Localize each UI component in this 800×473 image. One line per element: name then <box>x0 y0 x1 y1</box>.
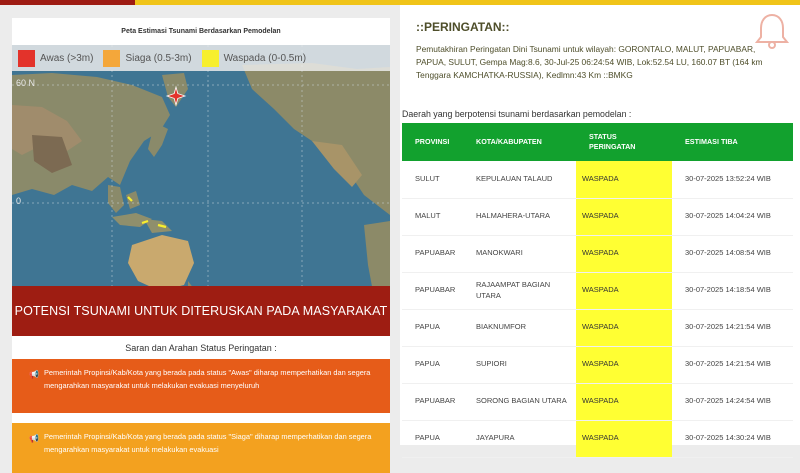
cell-status: WASPADA <box>576 346 672 383</box>
table-row <box>402 309 793 346</box>
cell-provinsi: PAPUA <box>402 420 463 457</box>
cell-tiba: 30-07-2025 14:21:54 WIB <box>672 346 793 383</box>
cell-tiba: 30-07-2025 14:24:54 WIB <box>672 383 793 420</box>
cell-tiba: 30-07-2025 14:04:24 WIB <box>672 198 793 235</box>
table-row <box>402 420 793 457</box>
tsunami-map[interactable] <box>12 45 390 297</box>
header-kota: KOTA/KABUPATEN <box>463 123 576 161</box>
legend-label-awas: Awas (>3m) <box>40 52 94 64</box>
cell-tiba: 30-07-2025 13:52:24 WIB <box>672 161 793 198</box>
areas-title: Daerah yang berpotensi tsunami berdasarkan pemodelan : <box>402 109 632 119</box>
cell-status: WASPADA <box>576 161 672 198</box>
cell-tiba: 30-07-2025 14:21:54 WIB <box>672 309 793 346</box>
map-legend <box>12 45 390 71</box>
advice-siaga <box>12 423 390 473</box>
cell-tiba: 30-07-2025 14:18:54 WIB <box>672 272 793 309</box>
cell-provinsi: PAPUABAR <box>402 383 463 420</box>
map-title: Peta Estimasi Tsunami Berdasarkan Pemodelan <box>121 28 281 35</box>
table-row <box>402 235 793 272</box>
cell-status: WASPADA <box>576 420 672 457</box>
cell-status: WASPADA <box>576 383 672 420</box>
cell-tiba: 30-07-2025 14:30:24 WIB <box>672 420 793 457</box>
legend-label-siaga: Siaga (0.5-3m) <box>125 52 192 64</box>
lat-label-60n: 60 N <box>16 78 36 88</box>
advice-awas-text: Pemerintah Propinsi/Kab/Kota yang berada pada status "Awas" diharap memperhatikan dan segera mengarahkan masyarakat untuk melakukan evakuasi menyeluruh <box>44 368 371 390</box>
cell-status: WASPADA <box>576 235 672 272</box>
legend-swatch-waspada <box>202 50 219 67</box>
epicenter-star-icon[interactable] <box>167 87 185 105</box>
warning-panel <box>400 5 800 445</box>
header-tiba: ESTIMASI TIBA <box>672 123 793 161</box>
cell-tiba: 30-07-2025 14:08:54 WIB <box>672 235 793 272</box>
warning-body: Pemutakhiran Peringatan Dini Tsunami untuk wilayah: GORONTALO, MALUT, PAPUABAR, PAPUA, SULUT, Gempa Mag:8.6, 30-Jul-25 06:24:54 WIB, Lok:52.54 LU, 160.07 BT (164 km Tenggara KAMCHATKA-RUSSIA), Kedlmn:43 Km ::BMKG <box>416 44 763 81</box>
cell-status: WASPADA <box>576 198 672 235</box>
cell-provinsi: PAPUABAR <box>402 235 463 272</box>
cell-provinsi: SULUT <box>402 161 463 198</box>
table-row <box>402 383 793 420</box>
table-row <box>402 346 793 383</box>
tsunami-potential-banner: POTENSI TSUNAMI UNTUK DITERUSKAN PADA MASYARAKAT <box>12 286 390 336</box>
table-row <box>402 161 793 198</box>
warning-title: ::PERINGATAN:: <box>416 20 510 34</box>
cell-kota: SUPIORI <box>463 346 576 383</box>
header-status: STATUS PERINGATAN <box>576 123 672 161</box>
cell-status: WASPADA <box>576 309 672 346</box>
affected-areas-table <box>402 123 793 458</box>
map-graphic <box>12 45 390 297</box>
table-row <box>402 198 793 235</box>
legend-item-siaga <box>103 50 191 67</box>
advice-awas <box>12 359 390 413</box>
cell-provinsi: PAPUA <box>402 309 463 346</box>
cell-provinsi: MALUT <box>402 198 463 235</box>
cell-status: WASPADA <box>576 272 672 309</box>
legend-swatch-siaga <box>103 50 120 67</box>
cell-kota: SORONG BAGIAN UTARA <box>463 383 576 420</box>
map-panel <box>12 18 390 458</box>
cell-kota: MANOKWARI <box>463 235 576 272</box>
cell-kota: BIAKNUMFOR <box>463 309 576 346</box>
legend-swatch-awas <box>18 50 35 67</box>
cell-provinsi: PAPUA <box>402 346 463 383</box>
megaphone-icon: 📢 <box>29 434 39 443</box>
advice-title: Saran dan Arahan Status Peringatan : <box>125 343 277 353</box>
legend-label-waspada: Waspada (0-0.5m) <box>223 52 307 64</box>
legend-item-waspada <box>202 50 306 67</box>
cell-provinsi: PAPUABAR <box>402 272 463 309</box>
table-header-row <box>402 123 793 161</box>
legend-item-awas <box>18 50 93 67</box>
lat-label-equator: 0 <box>16 196 22 206</box>
advice-siaga-text: Pemerintah Propinsi/Kab/Kota yang berada pada status "Siaga" diharap memperhatikan dan segera mengarahkan masyarakat untuk melakukan evakuasi <box>44 432 372 454</box>
header-provinsi: PROVINSI <box>402 123 463 161</box>
cell-kota: RAJAAMPAT BAGIAN UTARA <box>463 272 576 309</box>
megaphone-icon: 📢 <box>29 370 39 379</box>
table-row <box>402 272 793 309</box>
cell-kota: KEPULAUAN TALAUD <box>463 161 576 198</box>
cell-kota: HALMAHERA-UTARA <box>463 198 576 235</box>
top-accent-bar-red <box>0 0 135 5</box>
cell-kota: JAYAPURA <box>463 420 576 457</box>
